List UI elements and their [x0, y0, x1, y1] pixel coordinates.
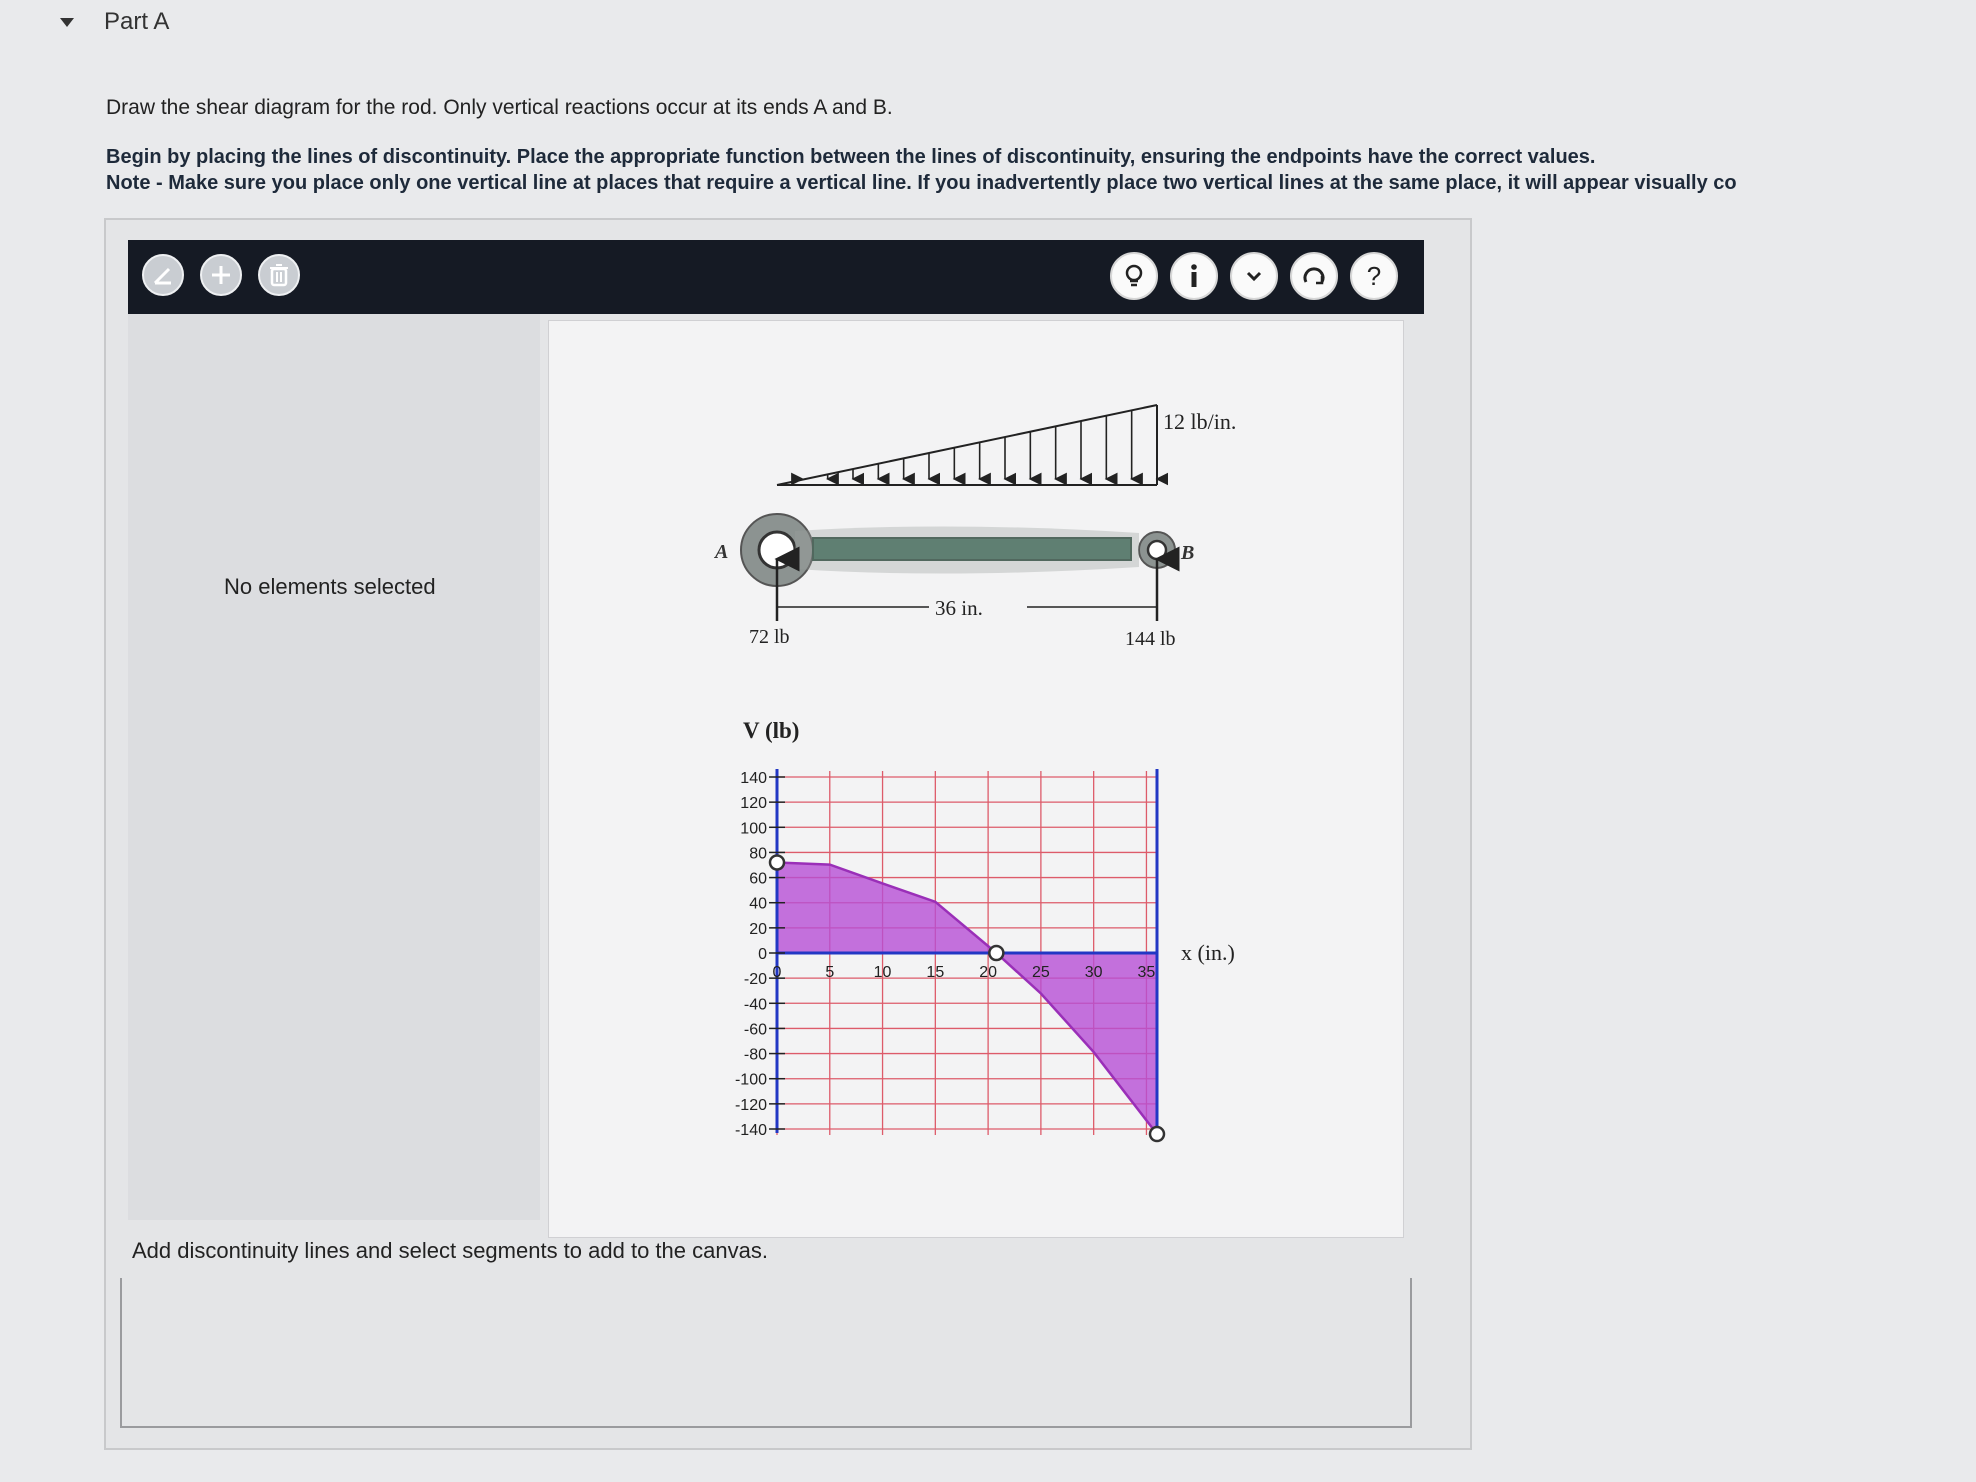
- instruction-text: Begin by placing the lines of discontinuity. Place the appropriate function between the lines of discontinuity, ensuring the endpoints have the correct values.: [106, 146, 1596, 168]
- y-tick-label: -140: [734, 1122, 767, 1139]
- info-icon: [1180, 262, 1208, 290]
- x-tick-label: 20: [979, 964, 998, 981]
- y-tick-label: -120: [734, 1096, 767, 1114]
- end-point-handle[interactable]: [1150, 1127, 1164, 1141]
- reset-button[interactable]: [1290, 252, 1338, 300]
- problem-statement: Draw the shear diagram for the rod. Only vertical reactions occur at its ends A and B.: [106, 96, 893, 119]
- x-tick-label: 35: [1137, 964, 1156, 981]
- part-title: Part A: [104, 8, 170, 35]
- y-tick-label: -40: [743, 996, 767, 1014]
- y-axis-title: V (lb): [743, 718, 800, 743]
- y-tick-label: 0: [758, 946, 767, 963]
- y-tick-label: 140: [740, 770, 767, 787]
- y-tick-label: 80: [749, 845, 767, 863]
- reaction-b-label: 144 lb: [1125, 628, 1176, 650]
- support-b-label: B: [1181, 542, 1195, 564]
- part-header[interactable]: [60, 4, 169, 40]
- feedback-area: [120, 1278, 1412, 1428]
- pencil-line-icon: [151, 263, 175, 287]
- x-axis-title: x (in.): [1181, 940, 1235, 965]
- y-tick-label: -100: [734, 1071, 767, 1089]
- add-segment-button[interactable]: [200, 254, 242, 296]
- canvas-hint: Add discontinuity lines and select segments to add to the canvas.: [132, 1238, 768, 1263]
- zero-crossing-handle[interactable]: [989, 946, 1003, 960]
- x-tick-label: 5: [825, 964, 835, 981]
- y-tick-label: -60: [743, 1021, 767, 1039]
- x-tick-label: 0: [772, 964, 782, 981]
- delete-button[interactable]: [258, 254, 300, 296]
- reset-icon: [1300, 262, 1328, 290]
- reaction-a-label: 72 lb: [749, 626, 790, 648]
- shear-chart[interactable]: [735, 769, 1164, 1141]
- svg-text:?: ?: [1366, 262, 1382, 290]
- question-icon: [1360, 262, 1388, 290]
- chevron-down-icon: [1242, 264, 1266, 288]
- hint-button[interactable]: [1110, 252, 1158, 300]
- x-tick-label: 10: [873, 964, 892, 981]
- add-line-button[interactable]: [142, 254, 184, 296]
- support-a-label: A: [715, 541, 729, 563]
- info-button[interactable]: [1170, 252, 1218, 300]
- more-options-button[interactable]: [1230, 252, 1278, 300]
- y-tick-label: 120: [740, 795, 767, 813]
- x-tick-label: 25: [1031, 964, 1050, 981]
- distributed-load: [777, 405, 1157, 485]
- start-point-handle[interactable]: [770, 855, 784, 869]
- rod: [741, 509, 1175, 586]
- help-button[interactable]: [1350, 252, 1398, 300]
- x-tick-label: 30: [1084, 964, 1103, 981]
- plus-icon: [209, 263, 233, 287]
- y-tick-label: 40: [749, 895, 767, 913]
- y-tick-label: 100: [740, 820, 767, 838]
- toolbar: [128, 240, 1424, 314]
- lightbulb-icon: [1120, 262, 1148, 290]
- y-tick-label: 60: [749, 870, 767, 888]
- load-intensity-label: 12 lb/in.: [1163, 409, 1237, 434]
- y-tick-label: -80: [743, 1046, 767, 1064]
- note-text: Note - Make sure you place only one vertical line at places that require a vertical line. If you inadvertently place two vertical lines at the same place, it will appear visually co: [106, 172, 1737, 194]
- x-tick-label: 15: [926, 964, 945, 981]
- rod-figure-and-shear-diagram: [549, 321, 1403, 1237]
- trash-icon: [268, 263, 290, 287]
- no-selection-message: No elements selected: [224, 574, 436, 599]
- drawing-canvas[interactable]: [548, 320, 1404, 1238]
- y-tick-label: -20: [743, 971, 767, 989]
- properties-panel: [128, 314, 540, 1220]
- length-label: 36 in.: [935, 596, 983, 620]
- y-tick-label: 20: [749, 920, 767, 938]
- collapse-caret-icon[interactable]: [60, 18, 74, 27]
